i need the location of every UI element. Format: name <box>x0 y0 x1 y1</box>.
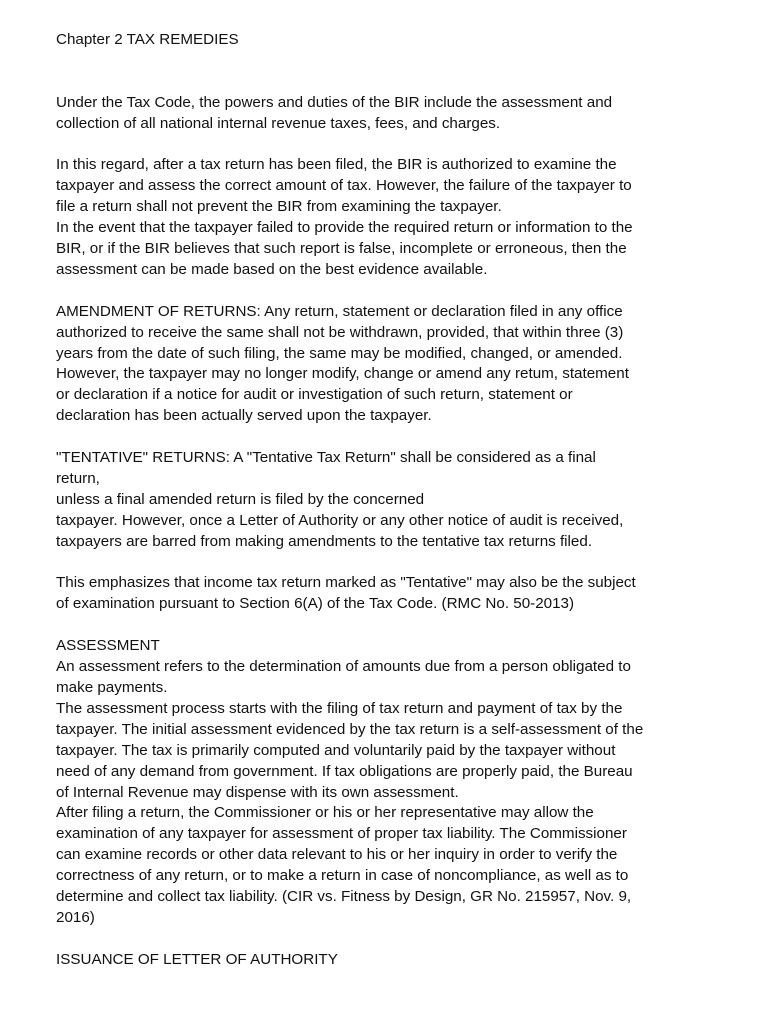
paragraph <box>56 573 716 615</box>
text-line: taxpayer. However, once a Letter of Authority or any other notice of audit is received, <box>56 511 624 529</box>
paragraph-gap <box>56 427 716 448</box>
spacer <box>56 72 716 93</box>
text-line: file a return shall not prevent the BIR from examining the taxpayer. <box>56 198 502 216</box>
paragraph <box>56 302 716 427</box>
text-line: authorized to receive the same shall not be withdrawn, provided, that within three (3) <box>56 323 624 341</box>
text-line: However, the taxpayer may no longer modify, change or amend any retum, statement <box>56 365 629 383</box>
text-line: In this regard, after a tax return has been filed, the BIR is authorized to examine the <box>56 156 617 174</box>
text-line: AMENDMENT OF RETURNS: Any return, statement or declaration filed in any office <box>56 302 623 320</box>
text-line: ISSUANCE OF LETTER OF AUTHORITY <box>56 950 338 968</box>
text-line: or declaration if a notice for audit or investigation of such return, statement or <box>56 386 573 404</box>
document-body <box>56 93 716 971</box>
paragraph-gap <box>56 135 716 156</box>
paragraph-gap <box>56 615 716 636</box>
text-line: years from the date of such filing, the same may be modified, changed, or amended. <box>56 344 623 362</box>
text-line: collection of all national internal revenue taxes, fees, and charges. <box>56 114 501 132</box>
text-line: of Internal Revenue may dispense with its own assessment. <box>56 783 459 801</box>
text-line: can examine records or other data relevant to his or her inquiry in order to verify the <box>56 846 618 864</box>
paragraph <box>56 950 716 971</box>
text-line: determine and collect tax liability. (CIR vs. Fitness by Design, GR No. 215957, Nov. 9, <box>56 888 632 906</box>
text-line: ASSESSMENT <box>56 637 160 655</box>
text-line: examination of any taxpayer for assessment of proper tax liability. The Commissioner <box>56 825 627 843</box>
text-line: taxpayer. The tax is primarily computed and voluntarily paid by the taxpayer without <box>56 741 616 759</box>
paragraph <box>56 448 716 553</box>
text-line: taxpayers are barred from making amendments to the tentative tax returns filed. <box>56 532 593 550</box>
chapter-title: Chapter 2 TAX REMEDIES <box>56 31 239 48</box>
text-line: of examination pursuant to Section 6(A) of the Tax Code. (RMC No. 50-2013) <box>56 595 575 613</box>
spacer <box>56 51 716 72</box>
text-line: taxpayer and assess the correct amount of tax. However, the failure of the taxpayer to <box>56 177 632 195</box>
text-line: declaration has been actually served upon the taxpayer. <box>56 407 432 425</box>
text-line: The assessment process starts with the filing of tax return and payment of tax by the <box>56 699 623 717</box>
paragraph <box>56 155 716 280</box>
text-line: Under the Tax Code, the powers and duties of the BIR include the assessment and <box>56 93 613 111</box>
paragraph-gap <box>56 281 716 302</box>
text-line: "TENTATIVE" RETURNS: A "Tentative Tax Return" shall be considered as a final <box>56 449 596 467</box>
text-line: assessment can be made based on the best evidence available. <box>56 260 488 278</box>
paragraph-gap <box>56 553 716 574</box>
text-line: 2016) <box>56 908 95 926</box>
text-line: correctness of any return, or to make a return in case of noncompliance, as well as to <box>56 867 629 885</box>
text-line: taxpayer. The initial assessment evidenced by the tax return is a self-assessment of the <box>56 720 644 738</box>
document-page <box>56 30 716 971</box>
text-line: return, <box>56 469 100 487</box>
text-line: need of any demand from government. If tax obligations are properly paid, the Bureau <box>56 762 633 780</box>
text-line: make payments. <box>56 678 168 696</box>
text-line: In the event that the taxpayer failed to provide the required return or information to the <box>56 219 633 237</box>
paragraph <box>56 93 716 135</box>
text-line: This emphasizes that income tax return marked as "Tentative" may also be the subject <box>56 574 636 592</box>
text-line: unless a final amended return is filed by the concerned <box>56 490 425 508</box>
text-line: BIR, or if the BIR believes that such report is false, incomplete or erroneous, then the <box>56 240 627 258</box>
paragraph <box>56 636 716 929</box>
paragraph-gap <box>56 929 716 950</box>
text-line: After filing a return, the Commissioner or his or her representative may allow the <box>56 804 594 822</box>
text-line: An assessment refers to the determination of amounts due from a person obligated to <box>56 658 631 676</box>
